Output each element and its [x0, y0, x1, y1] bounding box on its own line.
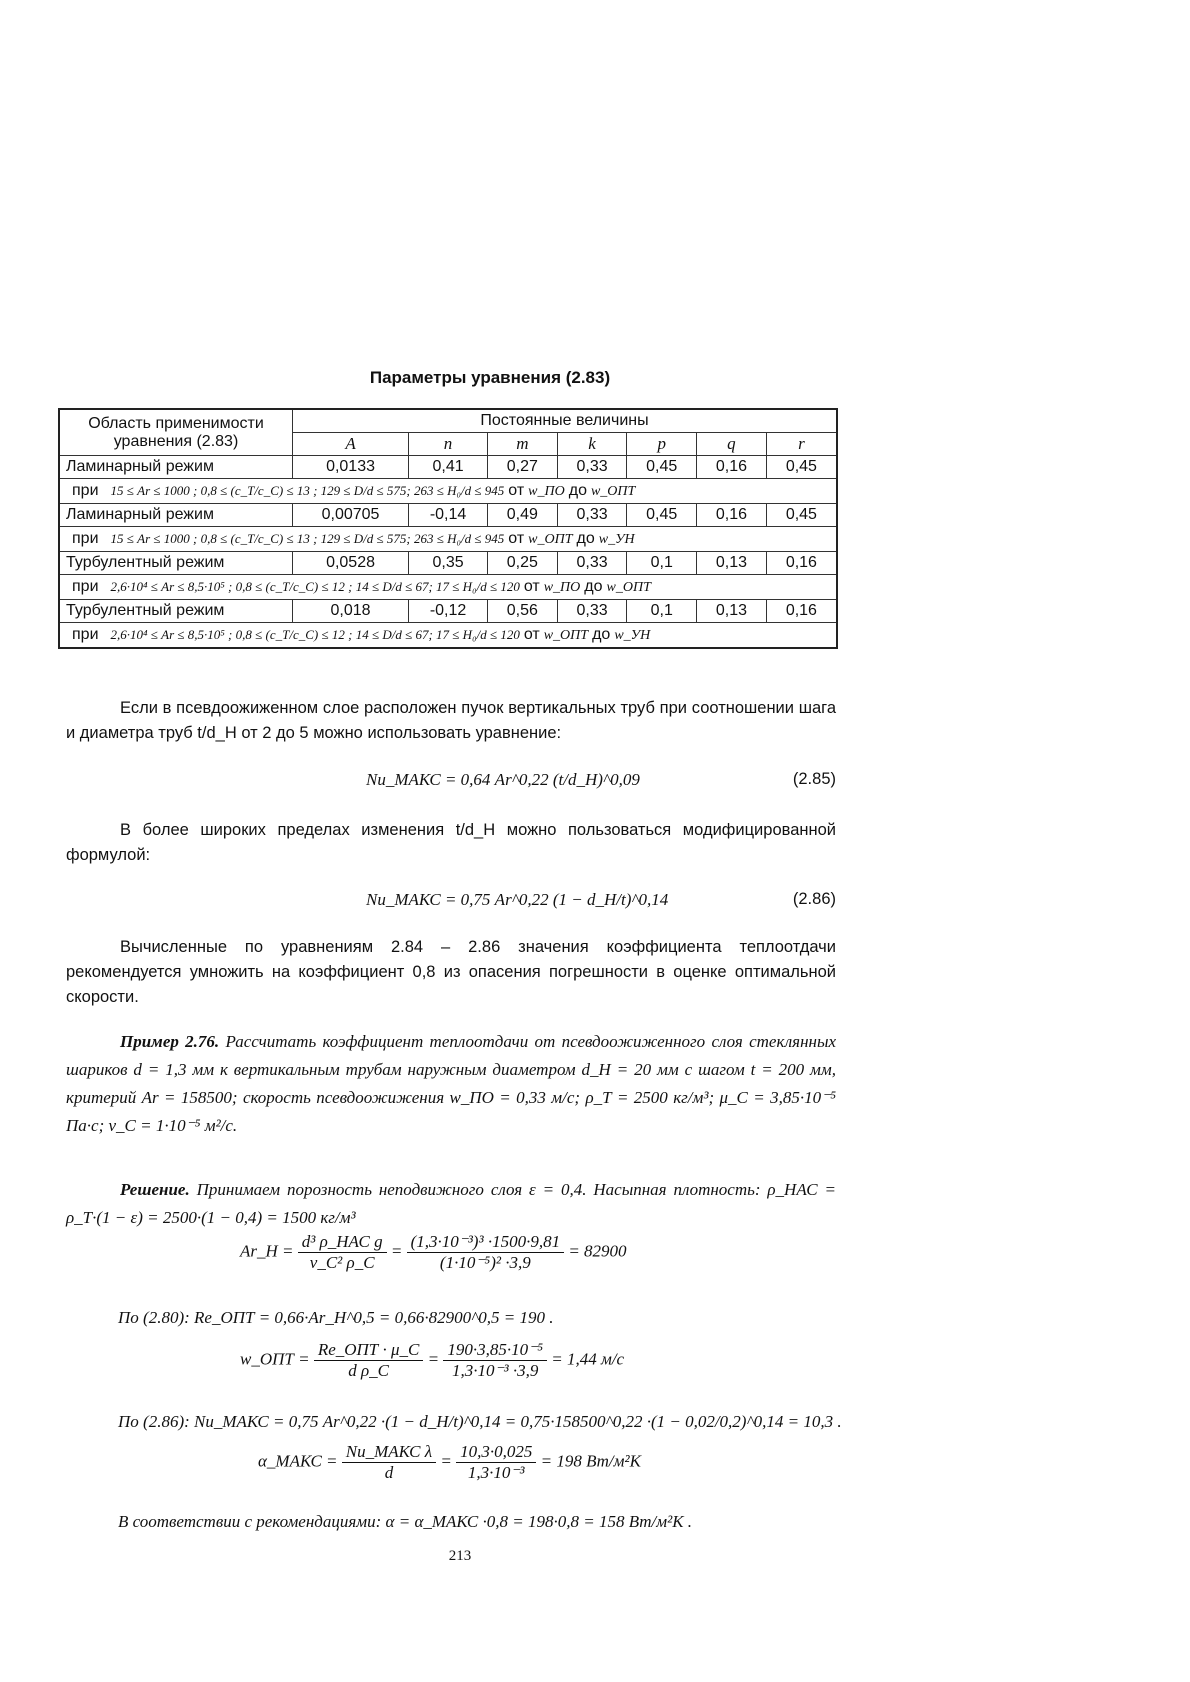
nusselt-calculation: По (2.86): Nu_МАКС = 0,75 Ar^0,22 ·(1 − d_Н/t)^0,14 = 0,75·158500^0,22 ·(1 − 0,02/0,2)^0,14 = 10,3 .: [118, 1412, 842, 1431]
fraction: $\frac{\text{Nu\_МАКС λ}}{d}$: [342, 1442, 436, 1483]
velocity-calculation: w_ОПТ = $\frac{\text{Re\_ОПТ · μ\_С}}{\text{d ρ\_С}}$ = $\frac{\text{190·3,85·10⁻⁵}}{\text{1,3·10⁻³ ·3,9}}$ = 1,44 м/с: [240, 1340, 625, 1380]
value-cell: 0,49: [488, 504, 558, 527]
regime-cell: Турбулентный режим: [59, 552, 293, 575]
solution-body: Принимаем порозность неподвижного слоя ε = 0,4. Насыпная плотность: ρ_НАС = ρ_Т·(1 − ε) = 2500·(1 − 0,4) = 1500 кг/м³: [66, 1180, 836, 1227]
equation-formula: Nu_МАКС = 0,64 Ar^0,22 (t/d_Н)^0,09: [366, 770, 640, 789]
page-number: 213: [448, 1548, 472, 1564]
value-cell: 0,0528: [293, 552, 409, 575]
paragraph-wider-range: В более широких пределах изменения t/d_Н можно пользоваться модифицированной формулой:: [66, 821, 836, 864]
value-cell: 0,13: [697, 600, 767, 623]
condition-row: [59, 623, 837, 649]
table-row: [59, 504, 837, 527]
value-cell: 0,1: [627, 552, 697, 575]
value-cell: 0,45: [627, 456, 697, 479]
value-cell: 0,33: [557, 504, 627, 527]
symbol-cell: r: [766, 433, 837, 456]
fraction: $\frac{\text{d³ ρ\_НАС g}}{\text{ν\_С² ρ\_С}}$: [298, 1232, 387, 1273]
value-cell: -0,12: [409, 600, 488, 623]
value-cell: 0,1: [627, 600, 697, 623]
value-cell: 0,16: [766, 552, 837, 575]
value-cell: 0,33: [557, 600, 627, 623]
parameters-table: [58, 408, 838, 649]
regime-cell: Ламинарный режим: [59, 456, 293, 479]
condition-cell: при 15 ≤ Ar ≤ 1000 ; 0,8 ≤ (c_T/c_C) ≤ 13 ; 129 ≤ D/d ≤ 575; 263 ≤ H₀/d ≤ 945 от w_ПО до w_ОПТ: [59, 479, 837, 504]
symbol-cell: m: [488, 433, 558, 456]
table-row: [59, 456, 837, 479]
value-cell: 0,35: [409, 552, 488, 575]
condition-cell: при 2,6·10⁴ ≤ Ar ≤ 8,5·10⁵ ; 0,8 ≤ (c_T/c_C) ≤ 12 ; 14 ≤ D/d ≤ 67; 17 ≤ H₀/d ≤ 120 от w_ОПТ до w_УН: [59, 623, 837, 649]
header-region: Область применимости уравнения (2.83): [59, 409, 293, 456]
equation-formula: Nu_МАКС = 0,75 Ar^0,22 (1 − d_Н/t)^0,14: [366, 890, 669, 909]
solution-statement: [66, 1176, 836, 1232]
value-cell: 0,25: [488, 552, 558, 575]
value-cell: 0,27: [488, 456, 558, 479]
example-statement: [66, 1028, 836, 1140]
archimedes-calculation: Ar_Н = $\frac{\text{d³ ρ\_НАС g}}{\text{ν\_С² ρ\_С}}$ = $\frac{\text{(1,3·10⁻³)³ ·1500·9,81}}{\text{(1·10⁻⁵)² ·3,9}}$ = 82900: [240, 1232, 627, 1272]
equation-number: (2.85): [792, 770, 836, 788]
reynolds-calculation: По (2.80): Re_ОПТ = 0,66·Ar_Н^0,5 = 0,66·82900^0,5 = 190 .: [118, 1308, 554, 1327]
fraction: $\frac{\text{190·3,85·10⁻⁵}}{\text{1,3·10⁻³ ·3,9}}$: [443, 1340, 547, 1381]
equation-2-85: [66, 770, 836, 800]
example-label: Пример 2.76.: [120, 1032, 220, 1051]
value-cell: 0,16: [697, 504, 767, 527]
value-cell: 0,41: [409, 456, 488, 479]
equation-number: (2.86): [792, 890, 836, 908]
fraction: $\frac{10,3\cdot 0,025}{\text{1,3·10⁻³}}$: [456, 1442, 536, 1483]
symbol-cell: n: [409, 433, 488, 456]
final-result: В соответствии с рекомендациями: α = α_МАКС ·0,8 = 198·0,8 = 158 Вт/м²К .: [118, 1512, 693, 1531]
value-cell: 0,33: [557, 552, 627, 575]
value-cell: 0,018: [293, 600, 409, 623]
value-cell: 0,45: [766, 504, 837, 527]
equation-2-86: [66, 890, 836, 920]
symbol-cell: q: [697, 433, 767, 456]
value-cell: 0,16: [766, 600, 837, 623]
symbol-cell: k: [557, 433, 627, 456]
regime-cell: Ламинарный режим: [59, 504, 293, 527]
condition-cell: при 2,6·10⁴ ≤ Ar ≤ 8,5·10⁵ ; 0,8 ≤ (c_T/c_C) ≤ 12 ; 14 ≤ D/d ≤ 67; 17 ≤ H₀/d ≤ 120 от w_ПО до w_ОПТ: [59, 575, 837, 600]
value-cell: 0,16: [697, 456, 767, 479]
value-cell: 0,00705: [293, 504, 409, 527]
solution-label: Решение.: [120, 1180, 190, 1199]
table-header-row: [59, 409, 837, 433]
fraction: $\frac{\text{(1,3·10⁻³)³ ·1500·9,81}}{\text{(1·10⁻⁵)² ·3,9}}$: [407, 1232, 565, 1273]
condition-cell: при 15 ≤ Ar ≤ 1000 ; 0,8 ≤ (c_T/c_C) ≤ 13 ; 129 ≤ D/d ≤ 575; 263 ≤ H₀/d ≤ 945 от w_ОПТ до w_УН: [59, 527, 837, 552]
symbol-cell: A: [293, 433, 409, 456]
regime-cell: Турбулентный режим: [59, 600, 293, 623]
condition-row: [59, 527, 837, 552]
condition-row: [59, 575, 837, 600]
value-cell: 0,33: [557, 456, 627, 479]
paragraph-tube-bundle: Если в псевдоожиженном слое расположен пучок вертикальных труб при соотношении шага и диаметра труб t/d_Н от 2 до 5 можно использовать уравнение:: [66, 699, 836, 742]
value-cell: -0,14: [409, 504, 488, 527]
table-row: [59, 600, 837, 623]
value-cell: 0,45: [627, 504, 697, 527]
table-title: Параметры уравнения (2.83): [369, 368, 611, 387]
table-row: [59, 552, 837, 575]
value-cell: 0,56: [488, 600, 558, 623]
value-cell: 0,13: [697, 552, 767, 575]
header-constants: Постоянные величины: [293, 409, 838, 433]
condition-row: [59, 479, 837, 504]
example-body: Рассчитать коэффициент теплоотдачи от псевдоожиженного слоя стеклянных шариков d = 1,3 мм к вертикальным трубам наружным диаметром d_Н = 20 мм с шагом t = 200 мм, критерий Ar = 158500; скорость псевдоожижения w_ПО = 0,33 м/с; ρ_Т = 2500 кг/м³; μ_С = 3,85·10⁻⁵ Па·с; ν_С = 1·10⁻⁵ м²/с.: [66, 1032, 837, 1135]
fraction: $\frac{\text{Re\_ОПТ · μ\_С}}{\text{d ρ\_С}}$: [314, 1340, 424, 1381]
value-cell: 0,45: [766, 456, 837, 479]
alpha-calculation: α_МАКС = $\frac{\text{Nu\_МАКС λ}}{d}$ = $\frac{10,3\cdot 0,025}{\text{1,3·10⁻³}}$ = 198 Вт/м²К: [258, 1442, 641, 1482]
symbol-cell: p: [627, 433, 697, 456]
value-cell: 0,0133: [293, 456, 409, 479]
paragraph-correction: Вычисленные по уравнениям 2.84 – 2.86 значения коэффициента теплоотдачи рекомендуется умножить на коэффициент 0,8 из опасения погрешности в оценке оптимальной скорости.: [66, 938, 836, 1006]
